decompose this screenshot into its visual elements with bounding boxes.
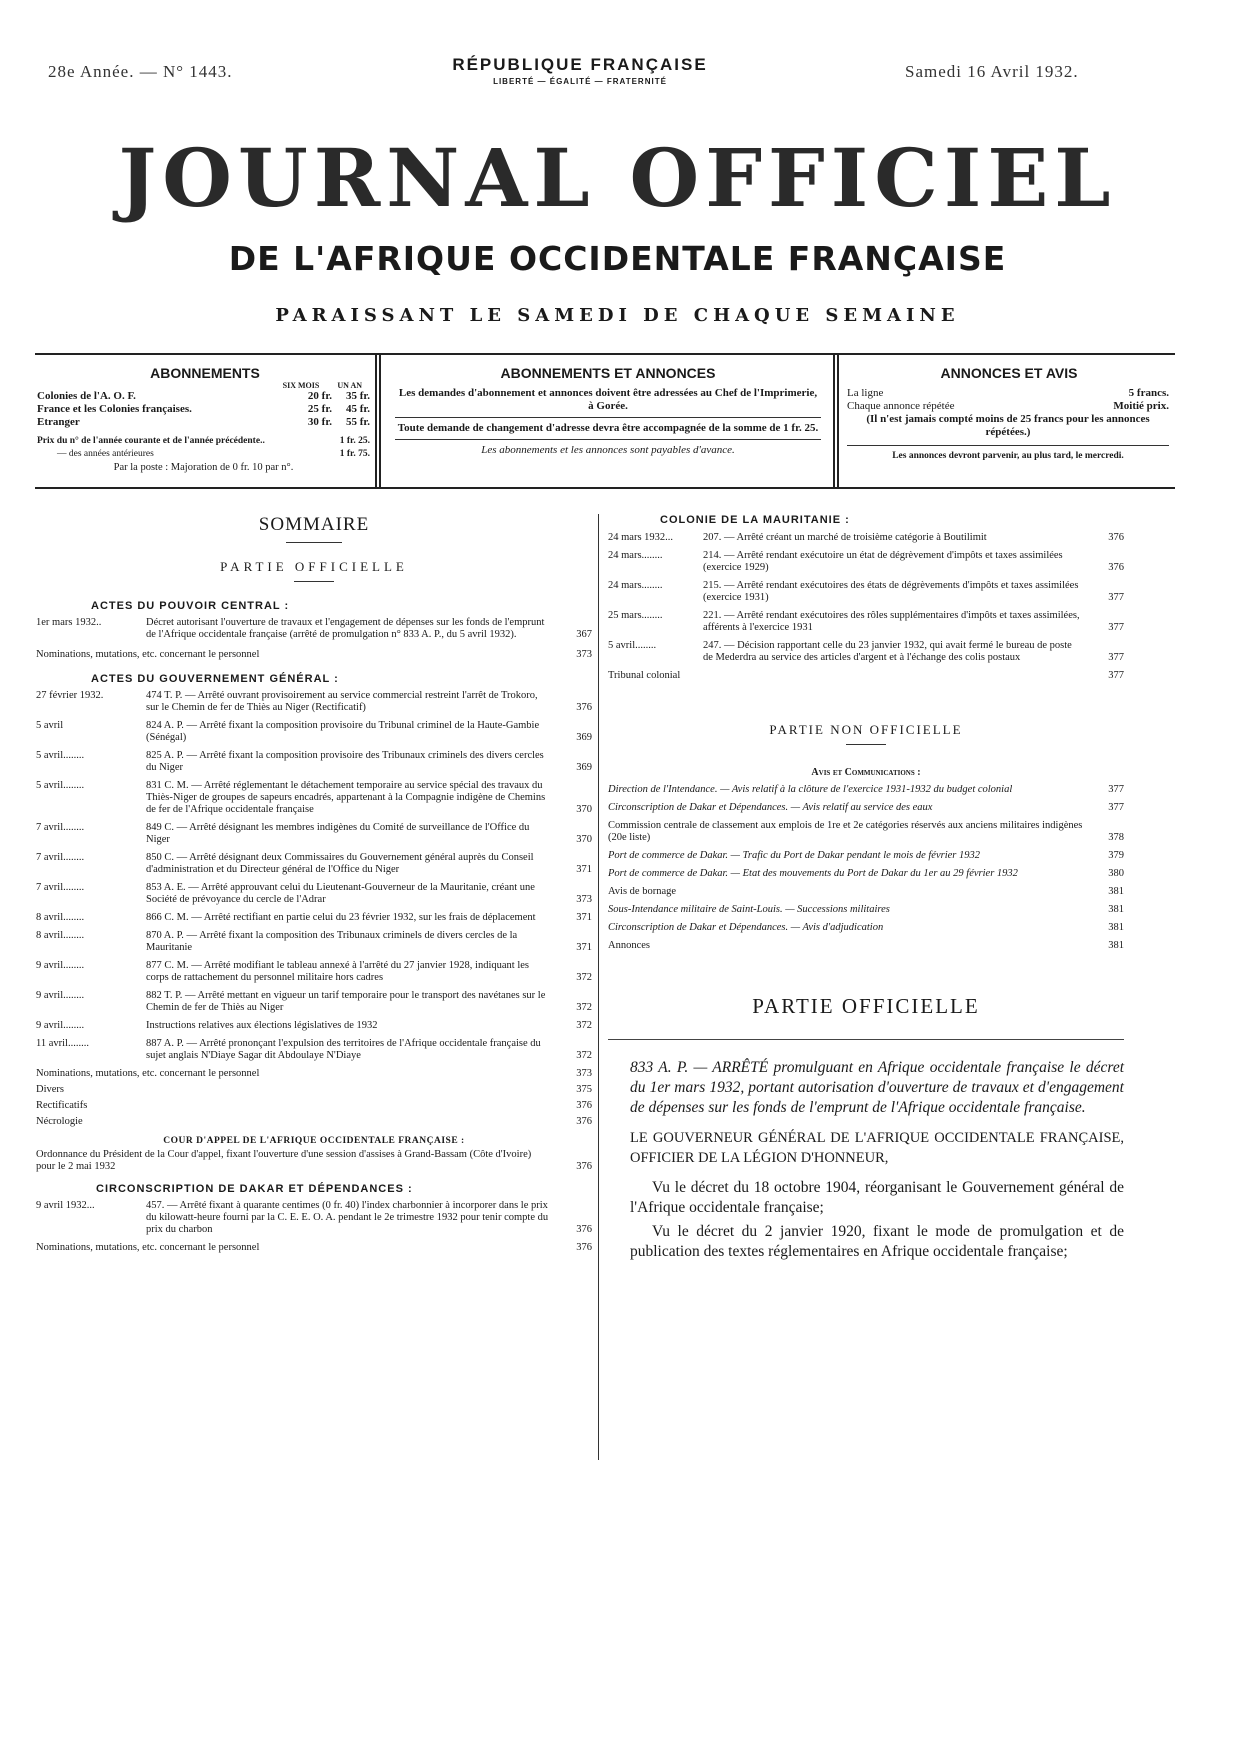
- price-older-issue: — des années antérieures 1 fr. 75.: [57, 449, 370, 459]
- governor-title: LE GOUVERNEUR GÉNÉRAL DE L'AFRIQUE OCCIDENTALE FRANÇAISE, OFFICIER DE LA LÉGION D'HONNEUR,: [630, 1130, 1124, 1166]
- toc-entry: Tribunal colonial 377: [608, 670, 1124, 681]
- vu-decree-1904: Vu le décret du 18 octobre 1904, réorganisant le Gouvernement général de l'Afrique occidentale française;: [630, 1179, 1124, 1216]
- postal-surcharge: Par la poste : Majoration de 0 fr. 10 par n°.: [113, 462, 294, 473]
- right-column: [608, 514, 1124, 1262]
- toc-entry: 27 février 1932. 474 T. P. — Arrêté ouvrant provisoirement au service commercial restreint l'arrêt de Trokoro, sur le Chemin de fer de Thiès au Niger (Rectificatif) 376: [36, 690, 592, 713]
- issue-date: Samedi 16 Avril 1932.: [905, 62, 1079, 81]
- toc-entry: Commission centrale de classement aux emplois de 1re et 2e catégories réservés aux anciens militaires indigènes (20e liste) 378: [608, 820, 1124, 843]
- subscriptions-column: [35, 355, 375, 487]
- toc-entry: 7 avril........ 853 A. E. — Arrêté approuvant celui du Lieutenant-Gouverneur de la Mauritanie, créant une Société de prévoyance du cercle de l'Adrar 373: [36, 882, 592, 905]
- payment-note: Les abonnements et les annonces sont payables d'avance.: [481, 444, 735, 456]
- section-dakar: CIRCONSCRIPTION DE DAKAR ET DÉPENDANCES :: [96, 1183, 413, 1195]
- toc-entry: 9 avril 1932... 457. — Arrêté fixant à quarante centimes (0 fr. 40) l'index charbonnier à incorporer dans le prix du kilowatt-heure fourni par la C. E. E. O. A. pendant le 2e trimestre 1932 pour tenir compte du prix du charbon 376: [36, 1200, 592, 1235]
- address-change-note: Toute demande de changement d'adresse devra être accompagnée de la somme de 1 fr. 25.: [397, 422, 819, 434]
- ads-column: [843, 355, 1175, 487]
- toc-entry: 9 avril........ 882 T. P. — Arrêté mettant en vigueur un tarif temporaire pour le transport des navétanes sur le Chemin de fer de Thiès au Niger 372: [36, 990, 592, 1013]
- ad-repeat-price: Chaque annonce répétée Moitié prix.: [847, 400, 1169, 412]
- col-six-months: SIX MOIS: [282, 381, 320, 390]
- toc-entry: Port de commerce de Dakar. — Trafic du Port de Dakar pendant le mois de février 1932 379: [608, 850, 1124, 861]
- section-cour-appel: COUR D'APPEL DE L'AFRIQUE OCCIDENTALE FRANÇAISE :: [163, 1136, 465, 1146]
- toc-entry: 5 avril........ 831 C. M. — Arrêté réglementant le détachement temporaire au service spécial des travaux du Thiès-Niger de groupes de sapeurs encadrés, appartenant à la Compagnie indigène de Chemins de fer de l'Afrique occidentale française 370: [36, 780, 592, 815]
- toc-entry: 9 avril........ 877 C. M. — Arrêté modifiant le tableau annexé à l'arrêté du 27 janvier 1928, indiquant les corps de rattachement du personnel militaire hors cadres 372: [36, 960, 592, 983]
- column-divider: [598, 514, 599, 1460]
- toc-entry: 24 mars........ 214. — Arrêté rendant exécutoire un état de dégrèvement d'impôts et taxes assimilées (exercice 1929) 376: [608, 550, 1124, 573]
- toc-entry: Nécrologie 376: [36, 1116, 592, 1127]
- subscription-box: [35, 353, 1175, 489]
- section-pouvoir-central: ACTES DU POUVOIR CENTRAL :: [91, 600, 290, 612]
- issue-number: 28e Année. — N° 1443.: [48, 62, 233, 81]
- partie-officielle-heading: PARTIE OFFICIELLE: [752, 994, 980, 1018]
- partie-non-officielle-toc: PARTIE NON OFFICIELLE: [769, 722, 963, 737]
- toc-entry: Circonscription de Dakar et Dépendances. — Avis relatif au service des eaux 377: [608, 802, 1124, 813]
- toc-entry: 8 avril........ 866 C. M. — Arrêté rectifiant en partie celui du 23 février 1932, sur les frais de déplacement 371: [36, 912, 592, 923]
- toc-entry: 24 mars........ 215. — Arrêté rendant exécutoires des états de dégrèvements d'impôts et taxes assimilées (exercice 1931) 377: [608, 580, 1124, 603]
- gouv-entries: [36, 690, 592, 1062]
- toc-entry: Port de commerce de Dakar. — Etat des mouvements du Port de Dakar du 1er au 29 février 1932 380: [608, 868, 1124, 879]
- toc-entry: 9 avril........ Instructions relatives aux élections législatives de 1932 372: [36, 1020, 592, 1031]
- partie-officielle-toc: PARTIE OFFICIELLE: [220, 559, 408, 574]
- sommaire-title: SOMMAIRE: [258, 514, 370, 535]
- price-per-issue: Prix du n° de l'année courante et de l'année précédente.. 1 fr. 25.: [37, 436, 370, 446]
- subscription-address-note: Les demandes d'abonnement et annonces doivent être adressées au Chef de l'Imprimerie, à Gorée.: [398, 387, 818, 412]
- toc-entry: Rectificatifs 376: [36, 1100, 592, 1111]
- toc-entry: Nominations, mutations, etc. concernant le personnel 373: [36, 649, 592, 660]
- toc-entry: Direction de l'Intendance. — Avis relatif à la clôture de l'exercice 1931-1932 du budget colonial 377: [608, 784, 1124, 795]
- price-row: France et les Colonies françaises. 25 fr. 45 fr.: [37, 403, 370, 415]
- toc-entry: 5 avril........ 825 A. P. — Arrêté fixant la composition provisoire des Tribunaux criminels des divers cercles du Niger 369: [36, 750, 592, 773]
- toc-entry: Nominations, mutations, etc. concernant le personnel 373: [36, 1068, 592, 1079]
- toc-entry: Avis de bornage 381: [608, 886, 1124, 897]
- toc-entry: 1er mars 1932.. Décret autorisant l'ouverture de travaux et l'engagement de dépenses sur les fonds de l'emprunt de l'Afrique occidentale française (arrêté de promulgation n° 833 A. P., du 5 avril 1932). 367: [36, 617, 592, 640]
- sommaire-column: [36, 514, 592, 1254]
- ad-minimum-note: (Il n'est jamais compté moins de 25 francs pour les annonces répétées.): [866, 413, 1150, 438]
- ads-title: ANNONCES ET AVIS: [940, 365, 1078, 381]
- journal-title: JOURNAL OFFICIEL: [118, 131, 1117, 225]
- arrete-heading: 833 A. P. — ARRÊTÉ promulguant en Afrique occidentale française le décret du 1er mars 1932, portant autorisation d'ouverture de travaux et d'engagement de dépenses sur les fonds de l'emprunt de l'Afrique occidentale française.: [630, 1059, 1124, 1116]
- toc-entry: Nominations, mutations, etc. concernant le personnel 376: [36, 1242, 592, 1253]
- toc-entry: 11 avril........ 887 A. P. — Arrêté prononçant l'expulsion des territoires de l'Afrique occidentale française du sujet anglais N'Diaye Sagar dit Abdoulaye N'Diaye 372: [36, 1038, 592, 1061]
- toc-entry: Sous-Intendance militaire de Saint-Louis. — Successions militaires 381: [608, 904, 1124, 915]
- journal-subtitle: DE L'AFRIQUE OCCIDENTALE FRANÇAISE: [228, 239, 1007, 278]
- republic-title: RÉPUBLIQUE FRANÇAISE: [452, 55, 708, 74]
- col-one-year: UN AN: [337, 381, 362, 390]
- toc-entry: 5 avril 824 A. P. — Arrêté fixant la composition provisoire du Tribunal criminel de la Haute-Gambie (Sénégal) 369: [36, 720, 592, 743]
- ad-line-price: La ligne 5 francs.: [847, 387, 1169, 399]
- price-row: Colonies de l'A. O. F. 20 fr. 35 fr.: [37, 390, 370, 402]
- vu-decree-1920: Vu le décret du 2 janvier 1920, fixant le mode de promulgation et de publication des textes réglementaires en Afrique occidentale française;: [630, 1223, 1124, 1260]
- section-mauritanie: COLONIE DE LA MAURITANIE :: [660, 514, 850, 526]
- toc-entry: Circonscription de Dakar et Dépendances. — Avis d'adjudication 381: [608, 922, 1124, 933]
- toc-entry: Ordonnance du Président de la Cour d'appel, fixant l'ouverture d'une session d'assises à Grand-Bassam (Côte d'Ivoire) pour le 2 mai 1932 376: [36, 1149, 592, 1172]
- toc-entry: 5 avril........ 247. — Décision rapportant celle du 23 janvier 1932, qui avait fermé le bureau de poste de Mederdra au service des articles d'argent et à l'échange des colis postaux 377: [608, 640, 1124, 663]
- toc-entry: 8 avril........ 870 A. P. — Arrêté fixant la composition des Tribunaux criminels de divers cercles de la Mauritanie 371: [36, 930, 592, 953]
- ad-deadline: Les annonces devront parvenir, au plus tard, le mercredi.: [892, 451, 1124, 461]
- toc-entry: 24 mars 1932... 207. — Arrêté créant un marché de troisième catégorie à Boutilimit 376: [608, 532, 1124, 543]
- toc-entry: 25 mars........ 221. — Arrêté rendant exécutoires des rôles supplémentaires d'impôts et taxes assimilées, afférents à l'exercice 1931 377: [608, 610, 1124, 633]
- subscriptions-ads-title: ABONNEMENTS ET ANNONCES: [500, 365, 716, 381]
- republic-header: [390, 55, 770, 86]
- toc-entry: Annonces 381: [608, 940, 1124, 951]
- section-gouvernement-general: ACTES DU GOUVERNEMENT GÉNÉRAL :: [91, 673, 339, 685]
- toc-entry: Divers 375: [36, 1084, 592, 1095]
- toc-entry: 7 avril........ 849 C. — Arrêté désignant les membres indigènes du Comité de surveillance de l'Office du Niger 370: [36, 822, 592, 845]
- subscriptions-title: ABONNEMENTS: [150, 365, 260, 381]
- subscriptions-ads-column: [383, 355, 833, 487]
- journal-tagline: PARAISSANT LE SAMEDI DE CHAQUE SEMAINE: [275, 305, 960, 326]
- price-row: Etranger 30 fr. 55 fr.: [37, 416, 370, 428]
- section-avis: Avis et Communications :: [811, 767, 921, 778]
- toc-entry: 7 avril........ 850 C. — Arrêté désignant deux Commissaires du Gouvernement général auprès du Conseil d'administration et du Directeur général de l'Office du Niger 371: [36, 852, 592, 875]
- republic-motto: LIBERTÉ — ÉGALITÉ — FRATERNITÉ: [493, 77, 667, 86]
